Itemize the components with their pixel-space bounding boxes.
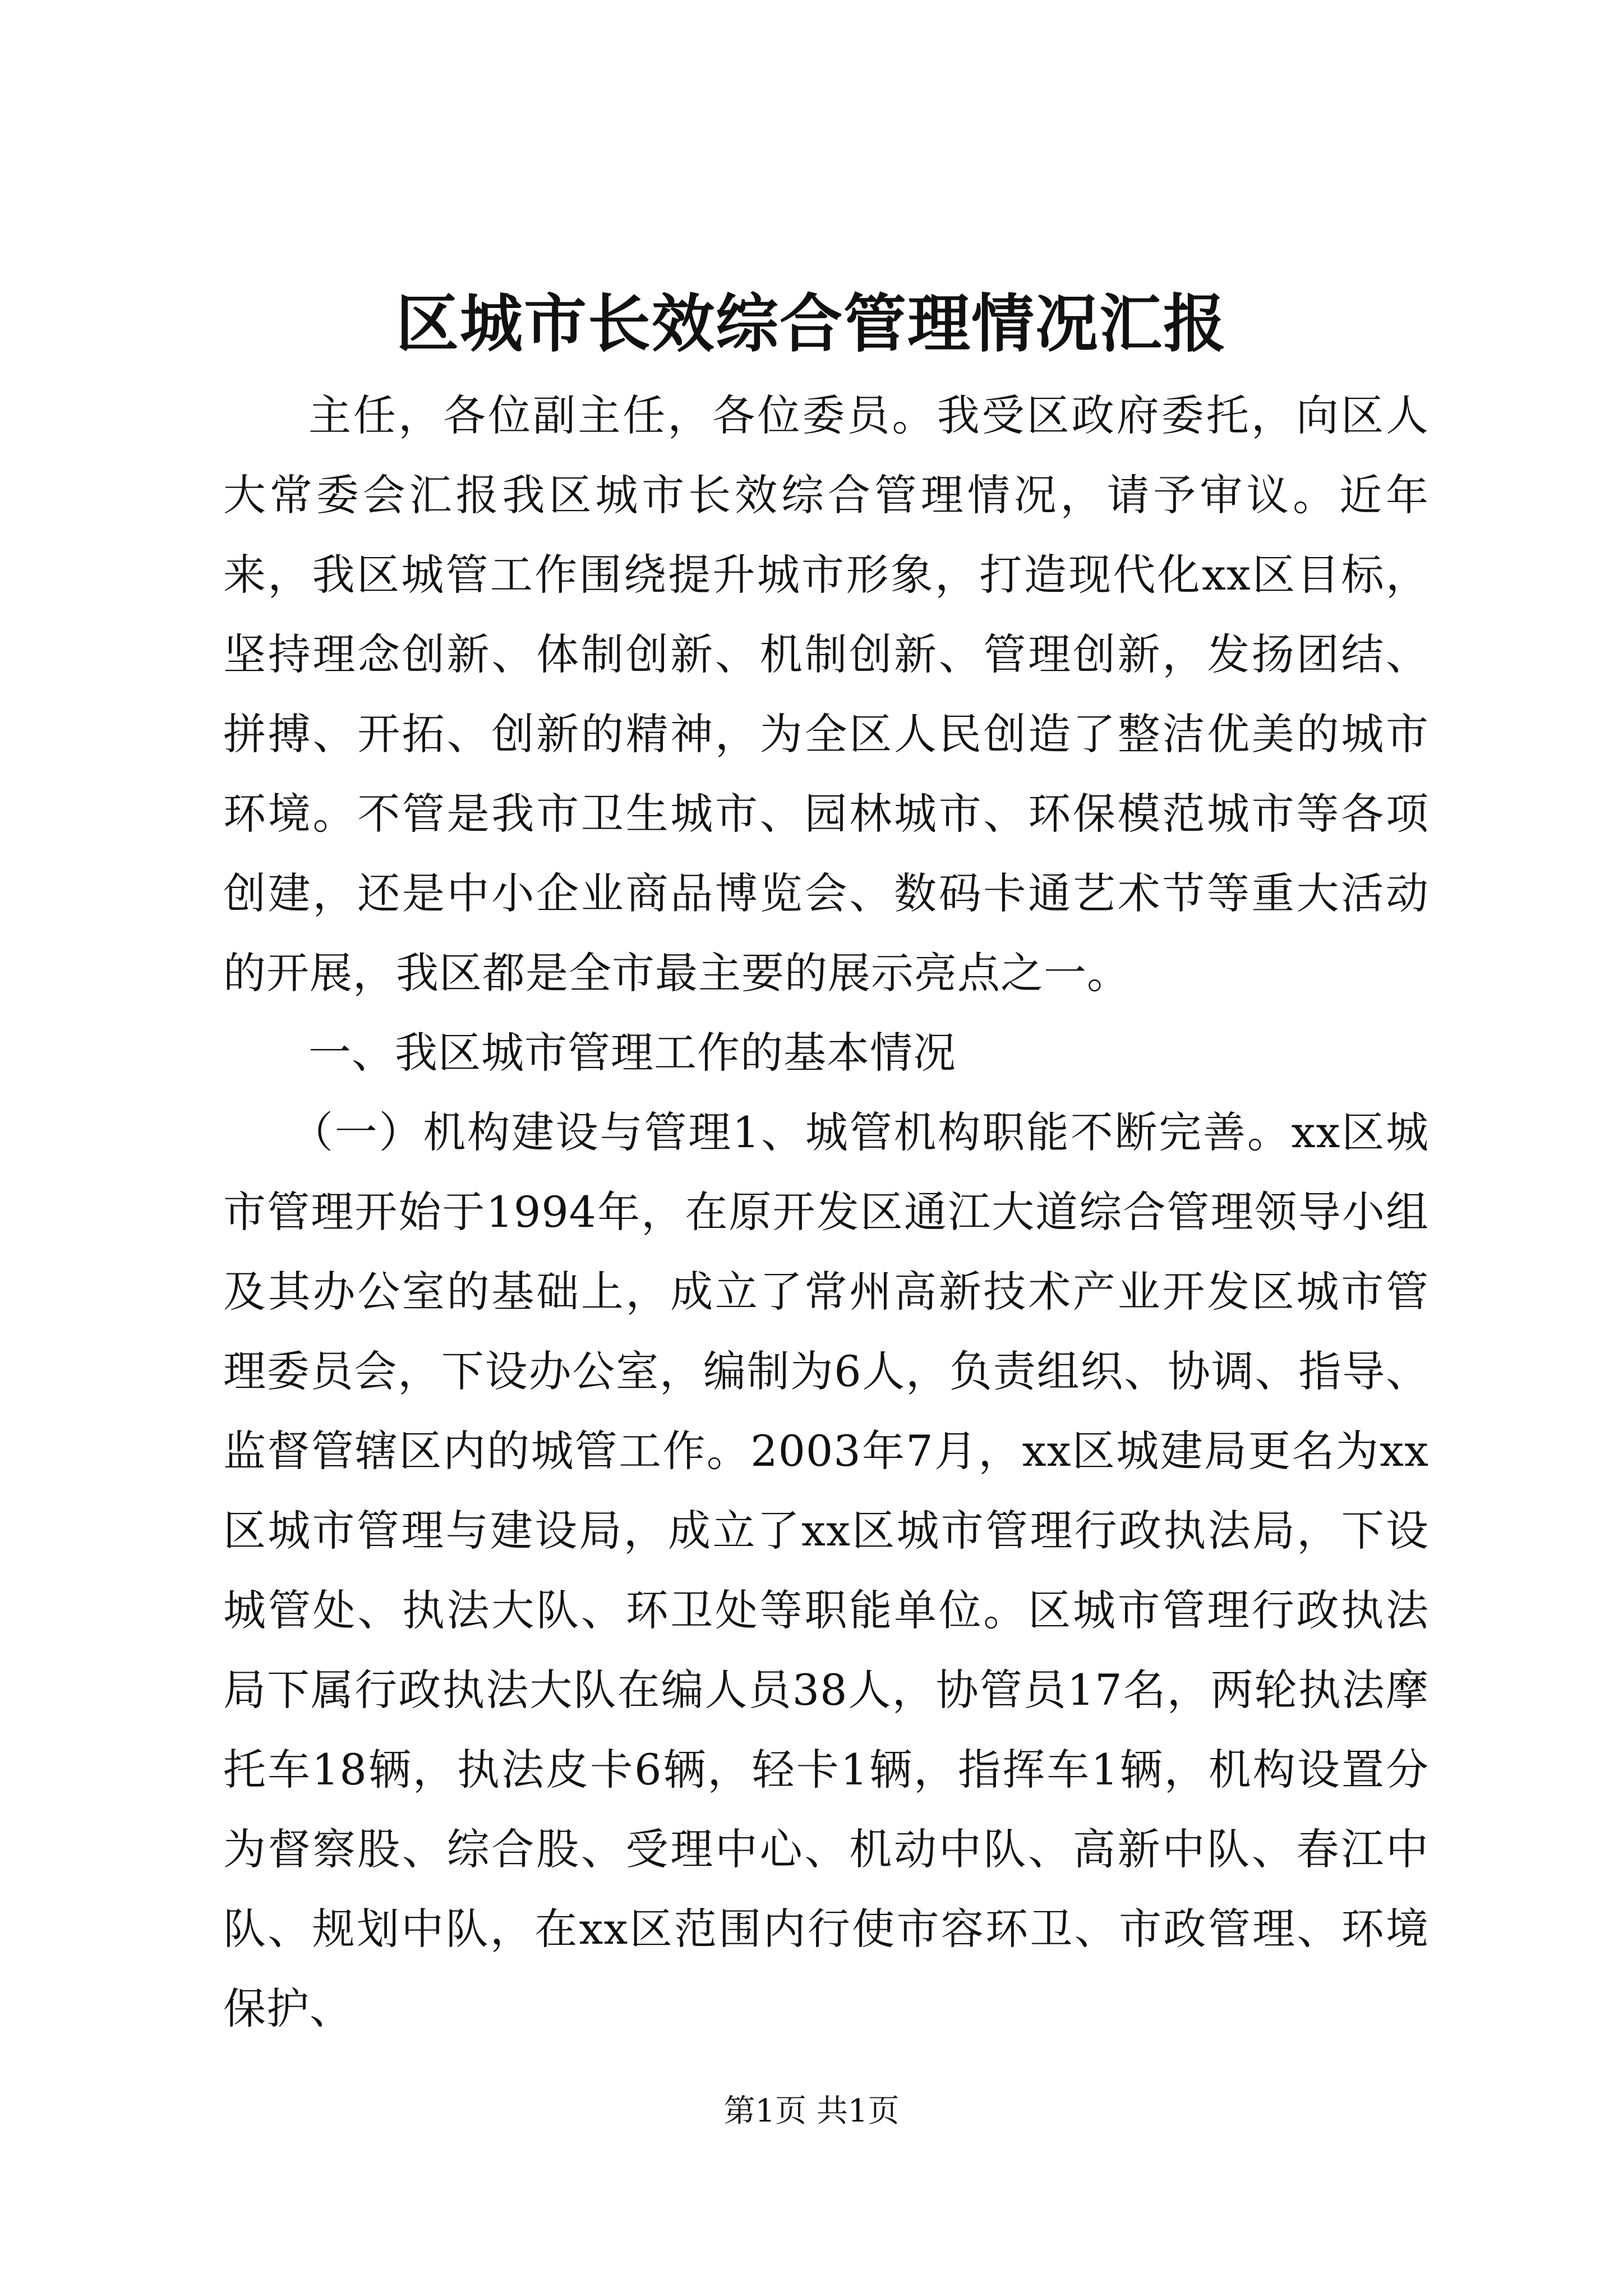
page-footer: 第1页 共1页	[723, 2093, 900, 2129]
paragraph-organization: （一）机构建设与管理1、城管机构职能不断完善。xx区城市管理开始于1994年，在原开发区通江大道综合管理领导小组及其办公室的基础上，成立了常州高新技术产业开发区城市管理委员会，下设办公室，编制为6人，负责组织、协调、指导、监督管辖区内的城管工作。2003年7月，xx区城建局更名为xx区城市管理与建设局，成立了xx区城市管理行政执法局，下设城管处、执法大队、环卫处等职能单位。区城市管理行政执法局下属行政执法大队在编人员38人，协管员17名，两轮执法摩托车18辆，执法皮卡6辆，轻卡1辆，指挥车1辆，机构设置分为督察股、综合股、受理中心、机动中队、高新中队、春江中队、规划中队，在xx区范围内行使市容环卫、市政管理、环境保护、	[223, 1107, 1429, 2033]
paragraph-intro: 主任，各位副主任，各位委员。我受区政府委托，向区人大常委会汇报我区城市长效综合管理情况，请予审议。近年来，我区城管工作围绕提升城市形象，打造现代化xx区目标，坚持理念创新、体制创新、机制创新、管理创新，发扬团结、拼搏、开拓、创新的精神，为全区人民创造了整洁优美的城市环境。不管是我市卫生城市、园林城市、环保模范城市等各项创建，还是中小企业商品博览会、数码卡通艺术节等重大活动的开展，我区都是全市最主要的展示亮点之一。	[223, 390, 1429, 998]
document-title: 区城市长效综合管理情况汇报	[396, 287, 1227, 361]
section-heading: 一、我区城市管理工作的基本情况	[308, 1028, 956, 1078]
document-body	[223, 376, 1429, 2049]
